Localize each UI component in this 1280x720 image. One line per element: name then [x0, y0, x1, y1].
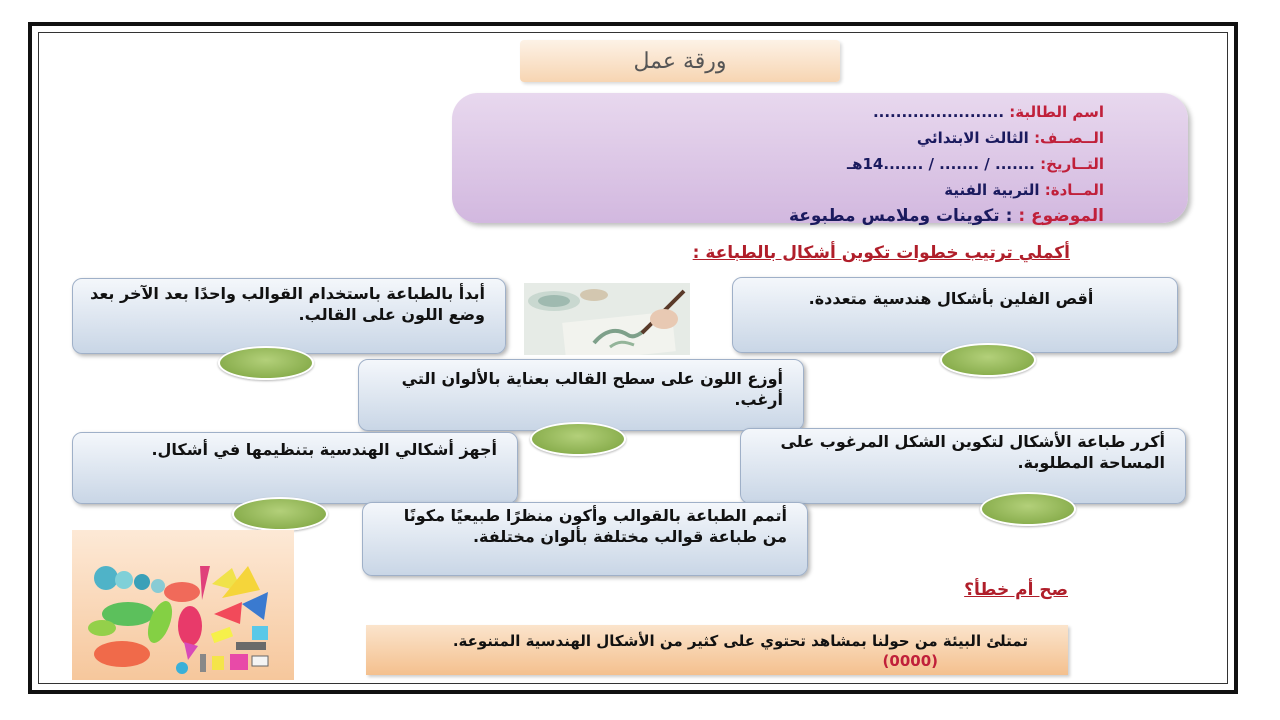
date-value: ....... / ....... / .......14هـ	[846, 155, 1035, 173]
subject-row	[452, 177, 1104, 203]
step-box-prepare-shapes: أجهز أشكالي الهندسية بتنظيمها في أشكال.	[72, 432, 518, 504]
true-false-answer[interactable]: (0000)	[882, 652, 938, 670]
subject-label: المــادة:	[1044, 181, 1104, 199]
answer-oval[interactable]	[980, 492, 1076, 526]
date-label: التــاريخ:	[1040, 155, 1104, 173]
name-label: اسم الطالبة:	[1009, 103, 1104, 121]
date-row	[452, 151, 1104, 177]
class-row	[452, 125, 1104, 151]
painting-illustration	[524, 283, 690, 355]
worksheet-title: ورقة عمل	[520, 40, 840, 82]
answer-oval[interactable]	[940, 343, 1036, 377]
subject-value: التربية الفنية	[944, 181, 1040, 199]
instruction-heading: أكملي ترتيب خطوات تكوين أشكال بالطباعة :	[692, 243, 1070, 263]
answer-oval[interactable]	[530, 422, 626, 456]
true-false-heading: صح أم خطأ؟	[964, 580, 1068, 600]
topic-row	[452, 203, 1104, 229]
true-false-statement: تمتلئ البيئة من حولنا بمشاهد تحتوي على كثير من الأشكال الهندسية المتنوعة.	[452, 632, 1028, 650]
shapes-illustration	[72, 530, 294, 680]
answer-oval[interactable]	[218, 346, 314, 380]
step-box-repeat-printing: أكرر طباعة الأشكال لتكوين الشكل المرغوب على المساحة المطلوبة.	[740, 428, 1186, 504]
step-box-complete-printing: أتمم الطباعة بالقوالب وأكون منظرًا طبيعيًا مكونًا من طباعة قوالب مختلفة بألوان مختلفة.	[362, 502, 808, 576]
class-value: الثالث الابتدائي	[916, 129, 1029, 147]
name-value: .......................	[872, 103, 1005, 121]
step-box-start-printing: أبدأ بالطباعة باستخدام القوالب واحدًا بعد الآخر بعد وضع اللون على القالب.	[72, 278, 506, 354]
class-label: الــصــف:	[1034, 129, 1104, 147]
answer-oval[interactable]	[232, 497, 328, 531]
painting-photo	[524, 283, 690, 355]
geometric-shapes-image	[72, 530, 294, 680]
student-info-panel	[452, 93, 1188, 226]
topic-label: الموضوع :	[1018, 206, 1104, 226]
name-row	[452, 99, 1104, 125]
step-box-spread-color: أوزع اللون على سطح القالب بعناية بالألوان التي أرغب.	[358, 359, 804, 431]
true-false-statement-box	[366, 625, 1068, 675]
topic-value: : تكوينات وملامس مطبوعة	[788, 206, 1013, 226]
step-box-cut-foam: أقص الفلين بأشكال هندسية متعددة.	[732, 277, 1178, 353]
